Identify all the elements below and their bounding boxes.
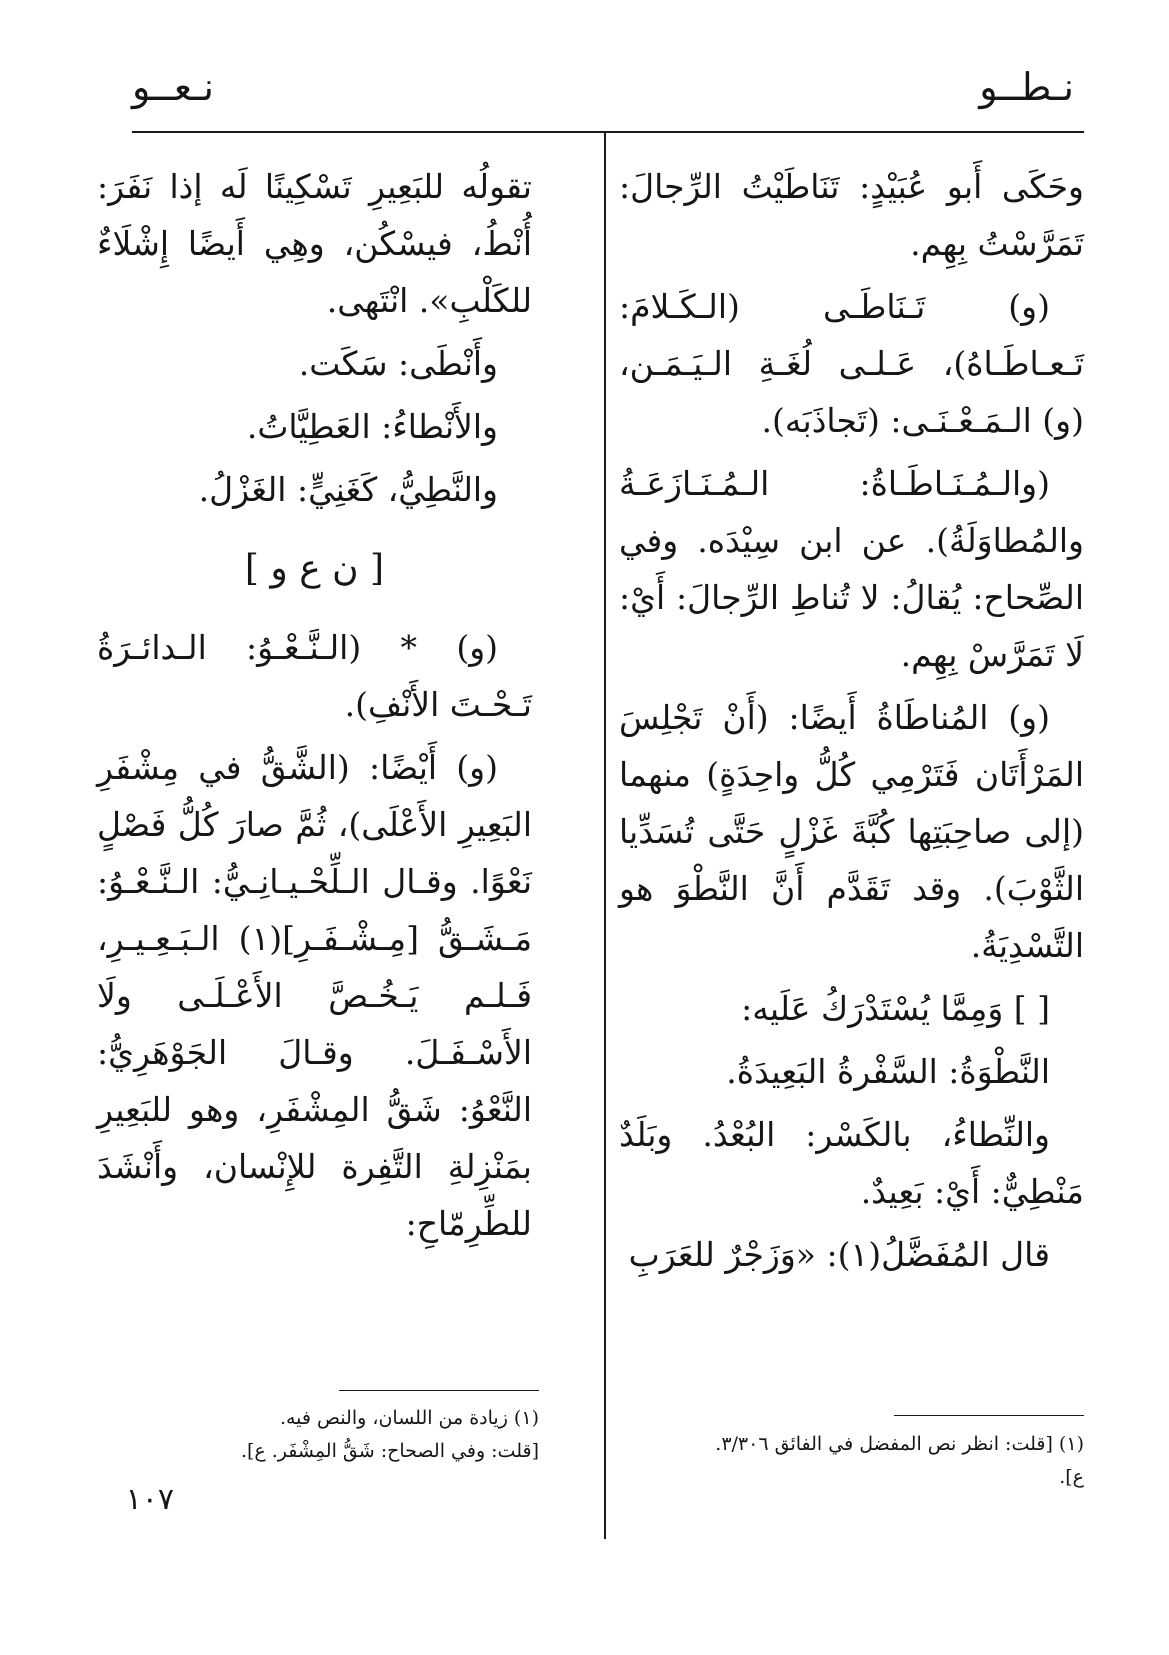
paragraph: (و) * (الـنَّـعْـوُ: الـدائـرَةُ تَـحْـتَ الأَنْفِ). (97, 628, 532, 724)
footnote-line: (١) زيادة من اللسان، والنص فيه. (279, 1407, 539, 1429)
paragraph: [ ] وَمِمَّا يُسْتَدْرَكُ عَلَيه: (741, 989, 1050, 1028)
footnotes-right (614, 1428, 1084, 1494)
column-divider (604, 131, 606, 1539)
paragraph: (والـمُـنَـاطَـاةُ: الـمُـنَـازَعَـةُ والمُطاوَلَةُ). عن ابن سِيْدَه. وفي الصِّحاح: يُقالُ: لا تُناطِ الرِّجالَ: أَيْ: لَا تَمَرَّسْ بِهِم. (619, 464, 1084, 674)
paragraph: والأَنْطاءُ: العَطِيَّاتُ. (246, 407, 498, 446)
footnote-line: ع]. (1059, 1466, 1084, 1488)
paragraph: والنِّطاءُ، بالكَسْر: البُعْدُ. وبَلَدٌ مَنْطِيٌّ: أَيْ: بَعِيدٌ. (619, 1115, 1084, 1211)
page-number: ١٠٧ (125, 1482, 174, 1517)
paragraph: النَّطْوَةُ: السَّفْرةُ البَعِيدَةُ. (726, 1052, 1050, 1091)
paragraph: والنَّطِيُّ، كَغَنِيٍّ: الغَزْلُ. (198, 470, 498, 509)
header-rule (132, 131, 1084, 133)
running-header-left: نـعــو (132, 65, 214, 109)
paragraph: تقولُه للبَعِيرِ تَسْكِينًا لَه إذا نَفَرَ: أُنْطُ، فيسْكُن، وهِي أَيضًا إِشْلَاءٌ للكَلْبِ». انْتَهى. (97, 167, 532, 320)
entry-heading: [ ن ع و ] (244, 548, 385, 589)
paragraph: وأَنْطَى: سَكَت. (298, 344, 498, 383)
right-column (619, 158, 1084, 1289)
footnote-line: [قلت: وفي الصحاح: شَقُّ المِشْفَر. ع]. (240, 1440, 539, 1462)
running-header-right: نـطــو (979, 65, 1074, 109)
footnotes-left (109, 1402, 539, 1468)
paragraph: (و) المُناطَاةُ أَيضًا: (أَنْ تَجْلِسَ المَرْأَتَان فَتَرْمِي كُلُّ واحِدَةٍ) منهما (إلى صاحِبَتِها كُبَّةَ غَزْلٍ حَتَّى تُسَدِّيا الثَّوْبَ). وقد تَقَدَّم أَنَّ النَّطْوَ هو التَّسْدِيَةُ. (619, 698, 1084, 965)
paragraph: وحَكَى أَبو عُبَيْدٍ: تَنَاطَيْتُ الرِّجالَ: تَمَرَّسْتُ بِهِم. (619, 167, 1084, 263)
paragraph: (و) تَـنَاطَـى (الـكَـلامَ: تَـعـاطَـاهُ)، عَـلـى لُغَـةِ الـيَـمَـن، (و) الـمَـعْـنَـى: (تَجاذَبَه). (619, 287, 1084, 440)
footnote-line: (١) [قلت: انظر نص المفضل في الفائق ٣/٣٠٦. (715, 1433, 1084, 1455)
paragraph: قال المُفَضَّلُ(١): «وَزَجْرٌ للعَرَبِ (628, 1235, 1050, 1274)
footnote-rule-right (894, 1415, 1084, 1416)
footnote-rule-left (339, 1390, 539, 1391)
paragraph: (و) أَيْضًا: (الشَّقُّ في مِشْفَرِ البَعِيرِ الأَعْلَى)، ثُمَّ صارَ كُلُّ فَصْلٍ نَعْوًا. وقـال الـلِّحْـيـانِـيُّ: الـنَّـعْـوُ: مَـشَـقُّ [مِـشْـفَـرِ](١) الـبَـعِـيـرِ، فَـلـم يَـخُـصَّ الأَعْـلَـى ولَا الأَسْـفَـلَ. وقـالَ الجَوْهَرِيُّ: النَّعْوُ: شَقُّ المِشْفَرِ، وهو للبَعِيرِ بمَنْزِلةِ التَّفِرة للإِنْسان، وأَنْشَدَ للطِّرِمّاحِ: (97, 748, 532, 1243)
left-column (97, 158, 564, 1258)
